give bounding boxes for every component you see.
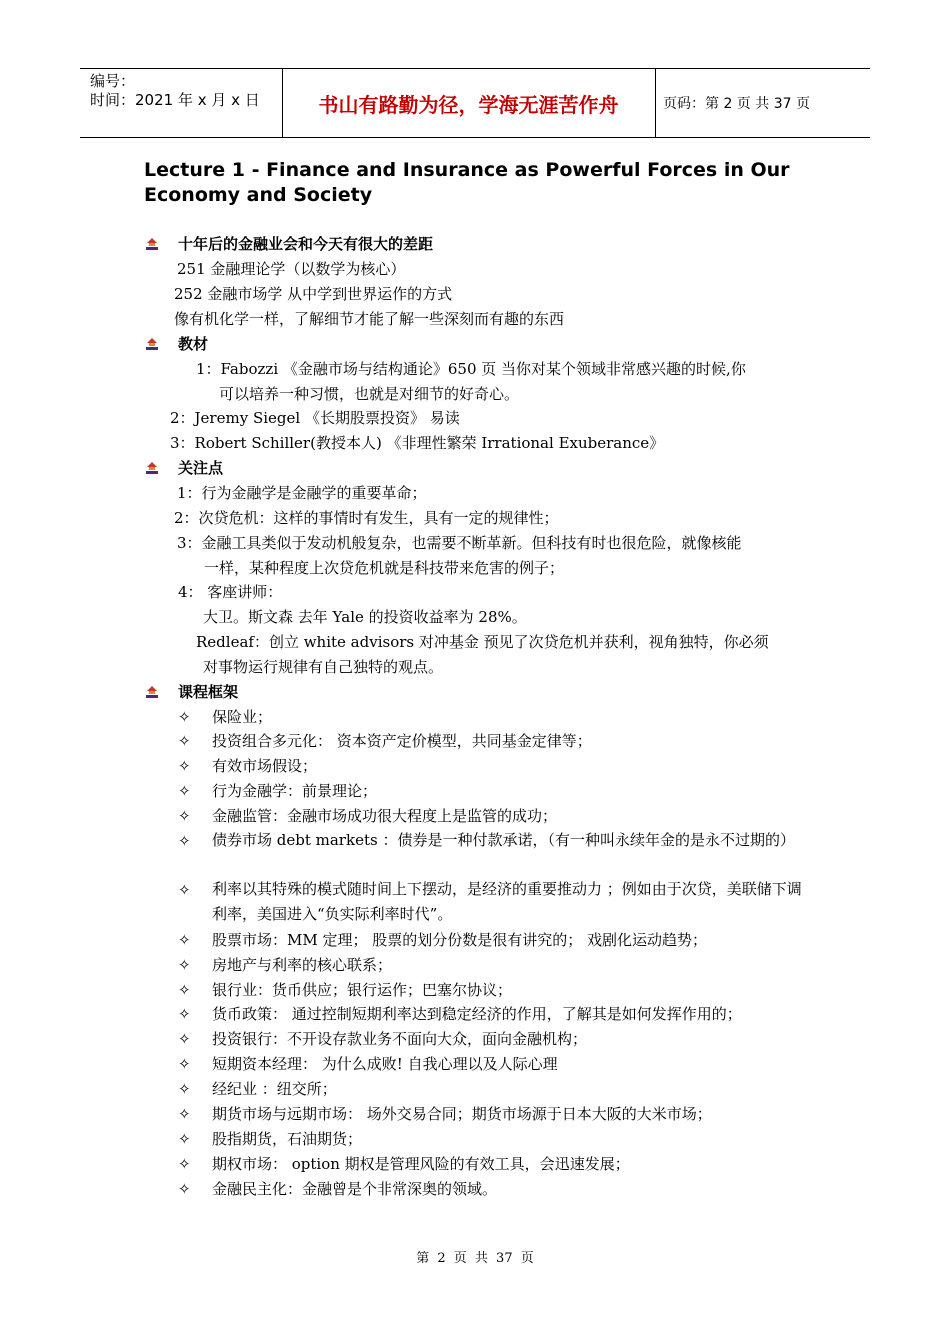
text-line: 像有机化学一样，了解细节才能了解一些深刻而有趣的东西 [174, 310, 565, 328]
doc-number: 编号： [90, 72, 136, 90]
four-point-star-icon: ✧ [178, 757, 191, 775]
four-point-star-icon: ✧ [178, 1055, 191, 1073]
text-line: 2：次贷危机：这样的事情时有发生，具有一定的规律性； [174, 509, 559, 527]
text-line: 可以培养一种习惯，也就是对细节的好奇心。 [219, 385, 520, 403]
four-point-star-icon: ✧ [178, 981, 191, 999]
page-footer: 第 2 页 共 37 页 [416, 1251, 534, 1266]
text-line: 3：金融工具类似于发动机般复杂，也需要不断革新。但科技有时也很危险，就像核能 [177, 534, 742, 552]
four-point-star-icon: ✧ [178, 732, 191, 750]
text-line: 大卫。斯文森 去年 Yale 的投资收益率为 28%。 [203, 608, 527, 626]
lecture-title: Lecture 1 - Finance and Insurance as Powerful Forces in Our Economy and Society [144, 159, 790, 206]
four-point-star-icon: ✧ [178, 1155, 191, 1173]
text-line: 1：Fabozzi 《金融市场与结构通论》650 页 当你对某个领域非常感兴趣的时候,你 [196, 360, 746, 378]
text-line: 3：Robert Schiller(教授本人) 《非理性繁荣 Irrational Exuberance》 [170, 434, 665, 452]
text-line: 对事物运行规律有自己独特的观点。 [203, 658, 444, 676]
four-point-star-icon: ✧ [178, 881, 191, 899]
four-point-star-icon: ✧ [178, 956, 191, 974]
header-divider [655, 69, 656, 137]
text-line: 1：行为金融学是金融学的重要革命； [177, 484, 427, 502]
four-point-star-icon: ✧ [178, 931, 191, 949]
four-point-star-icon: ✧ [178, 1005, 191, 1023]
four-point-star-icon: ✧ [178, 1030, 191, 1048]
four-point-star-icon: ✧ [178, 1080, 191, 1098]
text-line: 4： 客座讲师： [178, 583, 283, 601]
four-point-star-icon: ✧ [178, 1130, 191, 1148]
text-line: 一样，某种程度上次贷危机就是科技带来危害的例子； [204, 559, 565, 577]
doc-time: 时间：2021 年 x 月 x 日 [90, 91, 260, 109]
header-motto: 书山有路勤为径，学海无涯苦作舟 [318, 92, 619, 117]
text-line: 252 金融市场学 从中学到世界运作的方式 [174, 285, 453, 303]
four-point-star-icon: ✧ [178, 832, 191, 850]
header-left [90, 72, 260, 110]
header-page-info: 页码：第 2 页 共 37 页 [663, 96, 810, 112]
text-line: 251 金融理论学（以数学为核心） [177, 260, 406, 278]
stacked-arrow-bullet-icon [144, 685, 160, 699]
stacked-arrow-bullet-icon [144, 237, 160, 251]
stacked-arrow-bullet-icon [144, 461, 160, 475]
page-header [80, 68, 870, 138]
text-line: 2：Jeremy Siegel 《长期股票投资》 易读 [170, 409, 460, 427]
four-point-star-icon: ✧ [178, 782, 191, 800]
four-point-star-icon: ✧ [178, 807, 191, 825]
four-point-star-icon: ✧ [178, 708, 191, 726]
four-point-star-icon: ✧ [178, 1105, 191, 1123]
stacked-arrow-bullet-icon [144, 337, 160, 351]
text-line: Redleaf：创立 white advisors 对冲基金 预见了次贷危机并获利，视角独特，你必须 [196, 633, 769, 651]
four-point-star-icon: ✧ [178, 1180, 191, 1198]
